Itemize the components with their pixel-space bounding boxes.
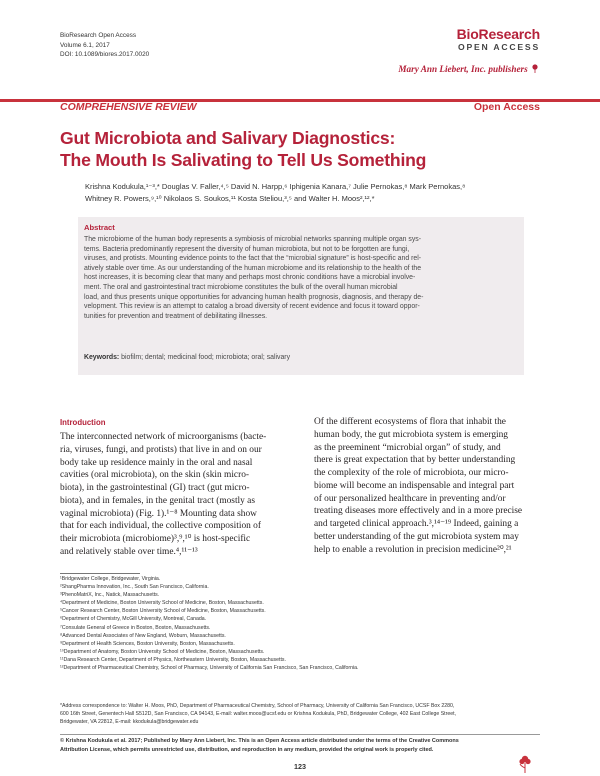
body-line: and relatively stable over time.⁴,¹¹⁻¹³ <box>60 546 198 557</box>
body-line: The interconnected network of microorganisms (bacte- <box>60 432 267 442</box>
body-line: biota), and in females, in the genital tract (mostly as <box>60 495 255 506</box>
body-line: as the preeminent “microbial organ” of study, and <box>314 442 501 453</box>
body-line: better understanding of the gut microbiota system may <box>314 531 519 542</box>
affiliation: ¹²Department of Pharmaceutical Chemistry, School of Pharmacy, University of California San Francisco, San Francisco, California. <box>60 665 359 672</box>
license-line: Attribution License, which permits unrestricted use, distribution, and reproduction in any medium, provided the original work is properly cited. <box>60 746 434 753</box>
title-line: Gut Microbiota and Salivary Diagnostics: <box>60 128 396 148</box>
abstract-line: atively stable over time. As our understanding of the human microbiome and its relationship to the health of the <box>84 264 422 272</box>
keywords <box>84 354 290 361</box>
footnote-divider <box>60 573 140 574</box>
correspondence <box>60 702 540 726</box>
affiliation: ⁷Consulate General of Greece in Boston, Boston, Massachusetts. <box>60 624 211 631</box>
body-line: and targeted clinical approach.³,¹⁴⁻¹⁹ Indeed, gaining a <box>314 519 519 529</box>
abstract-line: ment. The oral and gastrointestinal tract microbiome constitutes the bulk of the overall human microbial <box>84 283 398 291</box>
abstract-line: viruses, and protists. Mounting evidence points to the fact that the “microbial signature” is host-specific and rel- <box>84 255 422 263</box>
body-line: cavities (oral microbiota), on the skin (skin micro- <box>60 470 250 481</box>
affiliation: ⁶Department of Chemistry, McGill University, Montreal, Canada. <box>60 616 207 623</box>
title-line: The Mouth Is Salivating to Tell Us Something <box>60 150 427 170</box>
body-line: biota), in the gastrointestinal (GI) tract (gut micro- <box>60 483 250 493</box>
body-line: vaginal microbiota) (Fig. 1).¹⁻⁸ Mounting data show <box>60 508 257 519</box>
journal-brand <box>398 27 540 74</box>
publisher-name: Mary Ann Liebert, Inc. publishers <box>398 64 528 74</box>
journal-info <box>60 31 149 60</box>
abstract-line: host increases, it is becoming clear that many and perhaps most chronic conditions have a microbial involve- <box>84 274 416 282</box>
abstract-text <box>84 235 518 321</box>
body-column-right <box>314 416 550 556</box>
page-number: 123 <box>294 762 306 771</box>
journal-doi[interactable]: DOI: 10.1089/biores.2017.0020 <box>60 51 150 59</box>
correspondence-line: *Address correspondence to: Walter H. Moos, PhD, Department of Pharmaceutical Chemistry, School of Pharmacy, University of California San Francisco, UCSF Box 2280, <box>60 703 455 709</box>
affiliation: ¹Bridgewater College, Bridgewater, Virginia. <box>60 576 161 582</box>
correspondence-line[interactable]: 600 16th Street, Genentech Hall S512D, San Francisco, CA 94143, E-mail: walter.moos@ucsf.edu or Krishna Kodukula, PhD, Bridgewater College, 402 East College Street, <box>60 711 456 718</box>
affiliation: ²ShangPharma Innovation, Inc., South San Francisco, California. <box>60 584 209 591</box>
affiliations <box>60 575 359 672</box>
body-line: Of the different ecosystems of flora that inhabit the <box>314 417 506 427</box>
journal-name: BioResearch Open Access <box>60 32 137 39</box>
affiliation: ¹¹Dana Research Center, Department of Physics, Northeastern University, Boston, Massachusetts. <box>60 656 286 663</box>
section-label: COMPREHENSIVE REVIEW <box>60 101 197 113</box>
abstract-line: tunities for prevention and treatment of debilitating illnesses. <box>84 312 268 320</box>
author-line: Whitney R. Powers,⁹,¹⁰ Nikolaos S. Soukos,¹¹ Kosta Steliou,³,⁵ and Walter H. Moos²,¹²,* <box>85 194 375 203</box>
correspondence-line[interactable]: Bridgewater, VA 22812, E-mail: kkodukula@bridgewater.edu <box>60 719 199 726</box>
abstract-heading: Abstract <box>84 223 115 232</box>
open-access-label: Open Access <box>473 101 540 113</box>
license-statement <box>60 737 459 754</box>
publisher-logo <box>398 63 540 74</box>
body-line: that for each individual, the collective composition of <box>60 521 261 532</box>
affiliation: ¹⁰Department of Anatomy, Boston University School of Medicine, Boston, Massachusetts. <box>60 648 265 655</box>
body-column-left <box>60 431 296 559</box>
brand-title: BioResearch <box>456 26 540 42</box>
body-line: help to enable a revolution in precision medicine²⁰,²¹ <box>314 544 512 555</box>
flower-icon <box>514 752 536 774</box>
body-line: human body, the gut microbiota system is emerging <box>314 429 508 440</box>
brand-subtitle: OPEN ACCESS <box>457 42 540 52</box>
abstract-line: load, and thus presents unique opportunities for advancing human health prognosis, diagnosis, and therapy de- <box>84 293 424 301</box>
body-line: treating diseases more effectively and in a more precise <box>314 506 523 517</box>
affiliation: ⁵Cancer Research Center, Boston University School of Medicine, Boston, Massachusetts. <box>60 608 266 615</box>
affiliation: ⁸Advanced Dental Associates of New England, Woburn, Massachusetts. <box>60 632 226 639</box>
author-line: Krishna Kodukula,¹⁻³,* Douglas V. Faller,⁴,⁵ David N. Harpp,⁶ Iphigenia Kanara,⁷ Julie Pernokas,⁸ Mark Pernokas,⁸ <box>85 182 466 191</box>
abstract-line: tems. Bacteria predominantly represent the diversity of human microbiota, but not to be forgotten are fungi, <box>84 245 410 253</box>
article-title <box>60 127 540 171</box>
body-line: body take up residence mainly in the oral and nasal <box>60 457 253 468</box>
body-line: biome will become an indispensable and integral part <box>314 480 515 491</box>
abstract-line: The microbiome of the human body represents a symbiosis of microbial networks spanning multiple organ sys- <box>84 236 422 243</box>
affiliation: ⁴Department of Medicine, Boston University School of Medicine, Boston, Massachusetts. <box>60 600 264 607</box>
journal-volume: Volume 6.1, 2017 <box>60 41 110 49</box>
abstract-line: velopment. This review is an attempt to catalog a broad diversity of recent evidence and focus it toward oppor- <box>84 303 420 311</box>
introduction-heading: Introduction <box>60 418 106 427</box>
body-line: of our personalized healthcare in preventing and/or <box>314 493 506 504</box>
license-line: © Krishna Kodukula et al. 2017; Published by Mary Ann Liebert, Inc. This is an Open Access article distributed under the terms of the Creative Commons <box>60 738 459 744</box>
body-line: their microbiota (microbiome)³,⁹,¹⁰ is host-specific <box>60 534 251 544</box>
flower-icon <box>530 63 540 73</box>
body-line: there is great expectation that by better understanding <box>314 455 516 466</box>
body-line: ria, viruses, fungi, and protists) that live in and on our <box>60 444 262 455</box>
affiliation: ⁹Department of Health Sciences, Boston University, Boston, Massachusetts. <box>60 640 235 647</box>
body-line: the complexity of the role of microbiota, our micro- <box>314 468 509 478</box>
affiliation: ³PhenoMatriX, Inc., Natick, Massachusetts. <box>60 592 160 599</box>
keywords-list: biofilm; dental; medicinal food; microbiota; oral; salivary <box>121 354 291 361</box>
keywords-label: Keywords: <box>84 354 120 361</box>
license-divider <box>60 734 540 735</box>
author-list <box>85 181 525 205</box>
